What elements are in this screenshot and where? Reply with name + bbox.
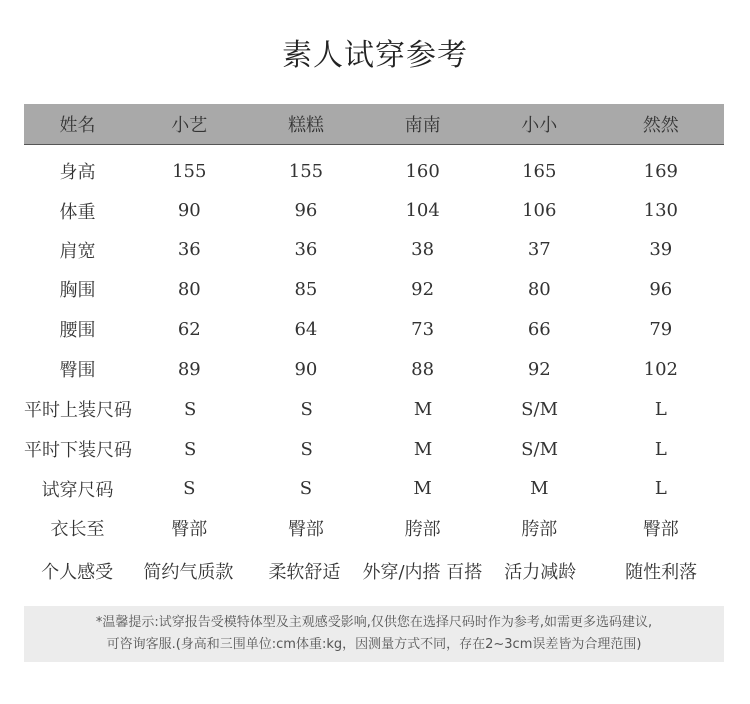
table-row — [24, 230, 724, 269]
row-label: 试穿尺码 — [41, 479, 114, 501]
table-cell: 38 — [411, 239, 435, 260]
table-cell: 37 — [527, 239, 551, 260]
table-cell: 88 — [411, 358, 435, 380]
table-cell: 66 — [527, 318, 551, 340]
header-cell: 小小 — [521, 115, 558, 136]
table-row — [24, 191, 724, 230]
table-cell: 79 — [649, 318, 673, 340]
table-cell: 80 — [177, 278, 201, 300]
table-cell: 155 — [288, 160, 324, 182]
row-label: 衣长至 — [50, 519, 105, 540]
table-cell: 160 — [405, 160, 440, 182]
table-cell: S/M — [521, 438, 558, 460]
header-cell: 姓名 — [59, 115, 96, 136]
row-label: 臀围 — [59, 360, 96, 381]
table-cell: L — [654, 398, 667, 420]
row-label: 身高 — [59, 162, 96, 183]
table-cell: 106 — [522, 200, 557, 221]
header-cell: 小艺 — [171, 115, 208, 136]
table-cell: 73 — [411, 318, 435, 340]
table-cell: 80 — [527, 278, 551, 300]
table-cell: 活力减龄 — [504, 562, 577, 583]
table-cell: 39 — [649, 239, 673, 260]
table-cell: 92 — [527, 358, 551, 380]
table-cell: 柔软舒适 — [268, 562, 341, 583]
table-cell: S — [183, 478, 196, 499]
table-cell: 36 — [177, 239, 201, 260]
table-cell: L — [654, 478, 667, 499]
table-row — [24, 389, 724, 429]
table-cell: 简约气质款 — [143, 562, 234, 583]
table-cell: S/M — [521, 398, 558, 420]
table-cell: 90 — [177, 200, 201, 221]
table-cell: M — [530, 478, 549, 499]
table-header-row — [24, 104, 724, 145]
table-row — [24, 269, 724, 309]
table-cell: L — [654, 438, 667, 460]
table-cell: 臀部 — [171, 519, 208, 540]
table-cell: 104 — [405, 200, 440, 221]
table-row — [24, 309, 724, 349]
table-cell: S — [300, 438, 313, 460]
notice-box — [24, 606, 724, 662]
table-cell: 90 — [294, 358, 318, 380]
table-cell: 155 — [172, 160, 207, 182]
table-cell: M — [413, 398, 433, 420]
table-cell: 89 — [177, 358, 201, 380]
table-cell: M — [413, 438, 433, 460]
size-table — [24, 104, 724, 594]
page-title: 素人试穿参考 — [282, 38, 468, 73]
table-cell: 96 — [649, 278, 673, 300]
table-cell: 62 — [177, 318, 201, 340]
table-cell: 64 — [294, 318, 318, 340]
row-label: 平时上装尺码 — [24, 400, 132, 421]
table-cell: 随性利落 — [625, 562, 698, 583]
table-cell: 臀部 — [642, 519, 679, 540]
row-label: 个人感受 — [41, 562, 114, 583]
table-cell: 36 — [294, 239, 318, 260]
header-cell: 南南 — [404, 115, 441, 136]
table-cell: S — [299, 478, 313, 499]
table-cell: S — [184, 438, 197, 460]
table-row — [24, 151, 724, 191]
row-label: 胸围 — [59, 280, 96, 301]
row-label: 肩宽 — [59, 240, 96, 262]
notice-line-1: *温馨提示:试穿报告受模特体型及主观感受影响,仅供您在选择尺码时作为参考,如需更多选码建议, — [95, 615, 653, 630]
header-cell: 然然 — [642, 115, 679, 136]
notice-line-2: 可咨询客服.(身高和三围单位:cm体重:kg，因测量方式不同，存在2~3cm误差皆为合理范围) — [106, 637, 642, 652]
header-cell: 糕糕 — [287, 115, 324, 136]
table-cell: 92 — [411, 278, 435, 300]
table-cell: 102 — [643, 358, 678, 380]
table-row — [24, 469, 724, 508]
table-cell: 85 — [294, 278, 318, 300]
row-label: 体重 — [59, 201, 96, 223]
row-label: 平时下装尺码 — [24, 440, 132, 461]
table-cell: M — [413, 478, 432, 499]
table-cell: 130 — [643, 200, 678, 221]
table-body — [24, 151, 724, 594]
table-cell: 胯部 — [404, 519, 441, 540]
table-cell: S — [300, 398, 313, 420]
table-cell: 外穿/内搭 百搭 — [362, 562, 483, 583]
table-row — [24, 508, 724, 548]
table-row — [24, 548, 724, 594]
table-cell: 169 — [643, 160, 678, 182]
table-cell: 胯部 — [521, 519, 558, 540]
row-label: 腰围 — [59, 320, 96, 341]
table-row — [24, 349, 724, 389]
table-row — [24, 429, 724, 469]
table-cell: S — [184, 398, 197, 420]
table-cell: 臀部 — [287, 519, 324, 540]
table-cell: 96 — [294, 200, 318, 221]
table-cell: 165 — [522, 160, 557, 182]
